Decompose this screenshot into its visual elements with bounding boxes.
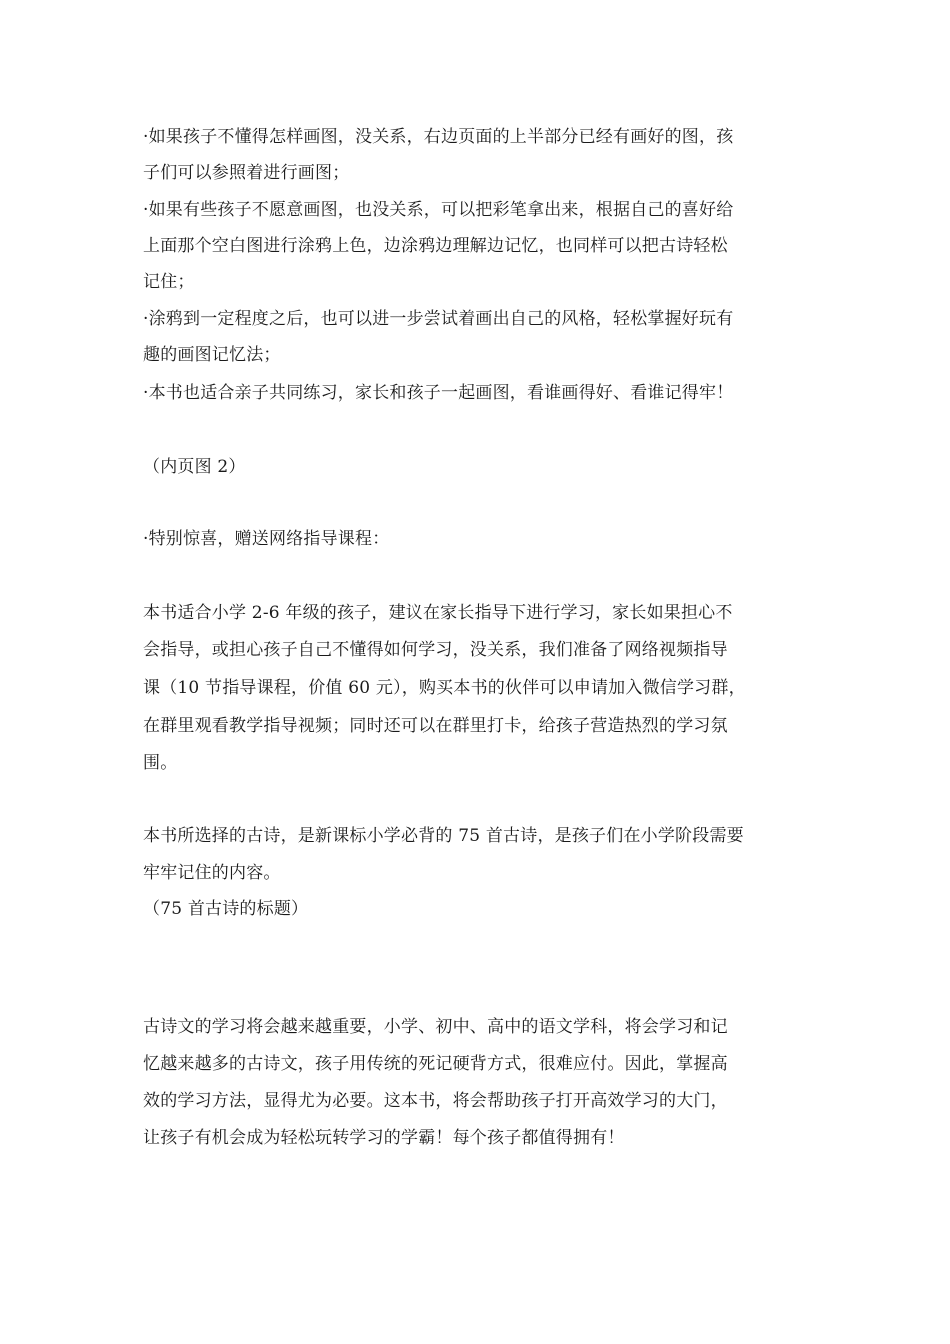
bullet-line-3a: ·涂鸦到一定程度之后，也可以进一步尝试着画出自己的风格，轻松掌握好玩有 [143, 309, 734, 329]
bullet-line-2a: ·如果有些孩子不愿意画图，也没关系，可以把彩笔拿出来，根据自己的喜好给 [143, 200, 734, 220]
paragraph-1-line-5: 围。 [143, 753, 178, 773]
paragraph-1-line-4: 在群里观看教学指导视频；同时还可以在群里打卡，给孩子营造热烈的学习氛 [143, 716, 728, 736]
poem-titles-placeholder: （75 首古诗的标题） [143, 899, 309, 919]
paragraph-3-line-1: 古诗文的学习将会越来越重要，小学、初中、高中的语文学科，将会学习和记 [143, 1017, 728, 1037]
paragraph-3-line-4: 让孩子有机会成为轻松玩转学习的学霸！每个孩子都值得拥有！ [143, 1128, 625, 1148]
bullet-line-2b: 上面那个空白图进行涂鸦上色，边涂鸦边理解边记忆，也同样可以把古诗轻松 [143, 236, 728, 256]
figure-placeholder-2: （内页图 2） [143, 457, 246, 477]
paragraph-3-line-2: 忆越来越多的古诗文，孩子用传统的死记硬背方式，很难应付。因此，掌握高 [143, 1054, 728, 1074]
bullet-line-3b: 趣的画图记忆法； [143, 345, 281, 365]
bullet-line-4: ·本书也适合亲子共同练习，家长和孩子一起画图，看谁画得好、看谁记得牢！ [143, 383, 734, 403]
bullet-line-1b: 子们可以参照着进行画图； [143, 163, 350, 183]
paragraph-1-line-2: 会指导，或担心孩子自己不懂得如何学习，没关系，我们准备了网络视频指导 [143, 640, 728, 660]
paragraph-2-line-1: 本书所选择的古诗，是新课标小学必背的 75 首古诗，是孩子们在小学阶段需要 [143, 826, 744, 846]
section-heading: ·特别惊喜，赠送网络指导课程： [143, 529, 390, 549]
bullet-line-1a: ·如果孩子不懂得怎样画图，没关系，右边页面的上半部分已经有画好的图，孩 [143, 127, 734, 147]
bullet-line-2c: 记住； [143, 272, 195, 292]
paragraph-1-line-1: 本书适合小学 2-6 年级的孩子，建议在家长指导下进行学习，家长如果担心不 [143, 603, 733, 623]
paragraph-3-line-3: 效的学习方法，显得尤为必要。这本书，将会帮助孩子打开高效学习的大门， [143, 1091, 728, 1111]
paragraph-1-line-3: 课（10 节指导课程，价值 60 元），购买本书的伙伴可以申请加入微信学习群， [143, 678, 746, 698]
paragraph-2-line-2: 牢牢记住的内容。 [143, 863, 281, 883]
